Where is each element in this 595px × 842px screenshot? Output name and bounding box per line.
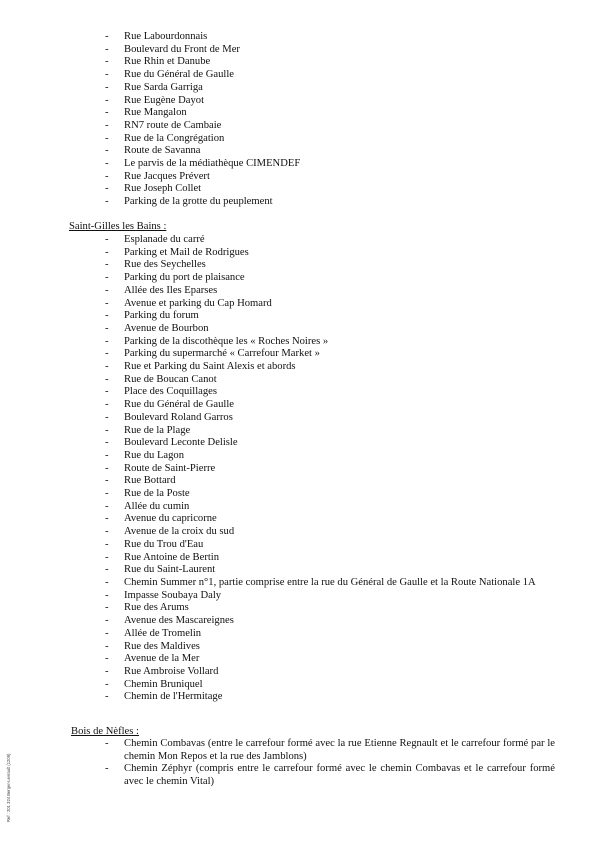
list-item: - Avenue de Bourbon: [0, 323, 595, 336]
list-item: - Rue des Maldives: [0, 641, 595, 654]
street-list-bois-de-nefles: [0, 738, 595, 789]
list-item: - Parking et Mail de Rodrigues: [0, 247, 595, 260]
list-item: - Boulevard Leconte Delisle: [0, 437, 595, 450]
list-item: - Rue du Général de Gaulle: [0, 399, 595, 412]
reference-note: Ref : 201 324 Berger-Levrault (1209): [6, 753, 11, 822]
street-list-1: [0, 31, 595, 209]
list-item: - Rue de la Plage: [0, 425, 595, 438]
list-item: - Route de Savanna: [0, 145, 595, 158]
list-item: - Rue des Arums: [0, 602, 595, 615]
list-item: - Place des Coquillages: [0, 386, 595, 399]
list-item: - Parking du forum: [0, 310, 595, 323]
list-item: - Parking du port de plaisance: [0, 272, 595, 285]
list-item: - Allée des Iles Eparses: [0, 285, 595, 298]
list-item: - Allée de Tromelin: [0, 628, 595, 641]
list-item: - Rue de la Congrégation: [0, 133, 595, 146]
list-item: - Rue du Trou d'Eau: [0, 539, 595, 552]
list-item: - Parking de la discothèque les « Roches Noires »: [0, 336, 595, 349]
list-item: - Avenue du capricorne: [0, 513, 595, 526]
list-item: - Rue Jacques Prévert: [0, 171, 595, 184]
street-list-saint-gilles: [0, 234, 595, 704]
list-item: - Avenue des Mascareignes: [0, 615, 595, 628]
list-item: - Rue Joseph Collet: [0, 183, 595, 196]
list-item: - Parking du supermarché « Carrefour Market »: [0, 348, 595, 361]
list-item: - Avenue de la croix du sud: [0, 526, 595, 539]
list-item: - Chemin Summer n°1, partie comprise entre la rue du Général de Gaulle et la Route Nationale 1A: [0, 577, 595, 590]
list-item: - Chemin de l'Hermitage: [0, 691, 595, 704]
list-item: - RN7 route de Cambaie: [0, 120, 595, 133]
list-item: - Le parvis de la médiathèque CIMENDEF: [0, 158, 595, 171]
list-item: - Rue Labourdonnais: [0, 31, 595, 44]
list-item: - Rue de Boucan Canot: [0, 374, 595, 387]
list-item: - Chemin Zéphyr (compris entre le carrefour formé avec le chemin Combavas et le carrefour formé avec le chemin Vital): [0, 763, 595, 788]
list-item: - Rue du Général de Gaulle: [0, 69, 595, 82]
list-item: - Impasse Soubaya Daly: [0, 590, 595, 603]
list-item: - Rue Eugène Dayot: [0, 95, 595, 108]
list-item: - Chemin Bruniquel: [0, 679, 595, 692]
list-item: - Rue Bottard: [0, 475, 595, 488]
list-item: - Rue du Lagon: [0, 450, 595, 463]
list-item: - Esplanade du carré: [0, 234, 595, 247]
section-heading-bois-de-nefles: Bois de Nèfles :: [71, 726, 139, 737]
list-item: - Parking de la grotte du peuplement: [0, 196, 595, 209]
list-item: - Rue du Saint-Laurent: [0, 564, 595, 577]
list-item: - Avenue et parking du Cap Homard: [0, 298, 595, 311]
list-item: - Rue et Parking du Saint Alexis et abords: [0, 361, 595, 374]
list-item: - Route de Saint-Pierre: [0, 463, 595, 476]
list-item: - Rue des Seychelles: [0, 259, 595, 272]
section-heading-saint-gilles: Saint-Gilles les Bains :: [69, 221, 167, 232]
list-item: - Allée du cumin: [0, 501, 595, 514]
list-item: - Rue Mangalon: [0, 107, 595, 120]
list-item: - Chemin Combavas (entre le carrefour formé avec la rue Etienne Regnault et le carrefour formé par le chemin Mon Repos et la rue des Jamblons): [0, 738, 595, 763]
list-item: - Rue Sarda Garriga: [0, 82, 595, 95]
list-item: - Avenue de la Mer: [0, 653, 595, 666]
list-item: - Rue Ambroise Vollard: [0, 666, 595, 679]
list-item: - Rue de la Poste: [0, 488, 595, 501]
list-item: - Boulevard Roland Garros: [0, 412, 595, 425]
list-item: - Rue Antoine de Bertin: [0, 552, 595, 565]
list-item: - Rue Rhin et Danube: [0, 56, 595, 69]
list-item: - Boulevard du Front de Mer: [0, 44, 595, 57]
